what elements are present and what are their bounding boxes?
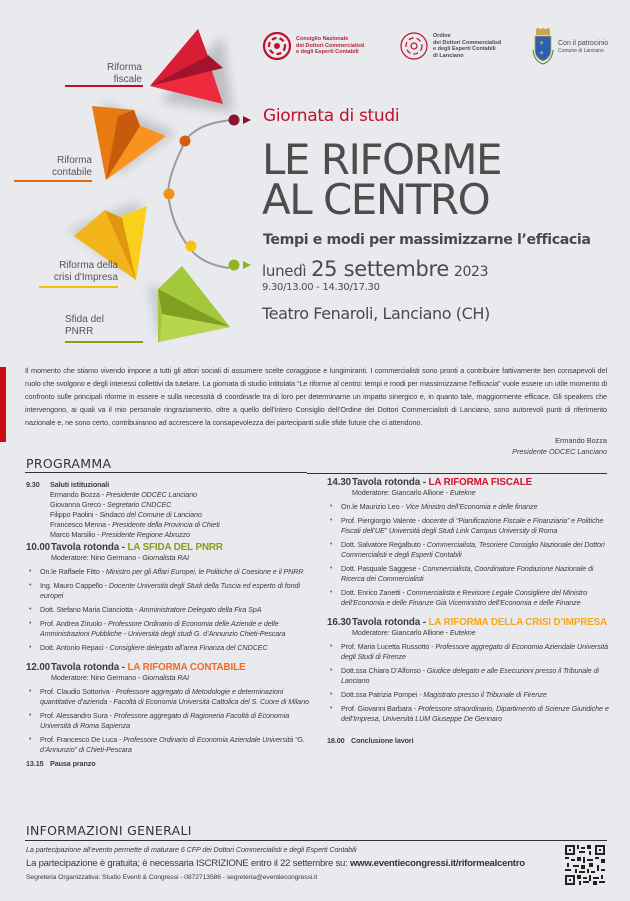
slot-topic: LA SFIDA DEL PNRR [127, 542, 223, 553]
cndcec-line: e degli Esperti Contabili [296, 49, 359, 56]
person [50, 490, 311, 500]
moderator-role: Giornalista RAI [142, 673, 190, 682]
timeline-arc [155, 108, 255, 278]
speaker [26, 619, 311, 639]
cndcec-line: Consiglio Nazionale [296, 36, 349, 43]
slot-time: 18.00 [327, 736, 345, 745]
slot-prefix: Tavola rotonda - [352, 477, 429, 488]
person-name: Francesco Menna - [50, 520, 113, 529]
underline-pnrr [65, 341, 143, 343]
date-day: lunedì [262, 262, 307, 280]
label-sfida-pnrr [65, 314, 135, 338]
odcec-line: dei Dottori Commercialisti [433, 39, 502, 46]
dot-icon [229, 115, 240, 126]
speaker-role: Ministro per gli Affari Europei, le Politiche di Coesione e il PNRR [105, 567, 304, 576]
moderator-name: Moderatore: Giancarlo Allione - [352, 488, 450, 497]
person-name: Marco Marsilio - [50, 530, 102, 539]
speaker [327, 690, 612, 700]
subtitle: Tempi e modi per massimizzarne l’efficacia [263, 232, 591, 248]
speaker-list [26, 567, 311, 653]
qr-code-icon[interactable] [565, 845, 605, 885]
programma-title: PROGRAMMA [26, 456, 112, 471]
speaker [26, 687, 311, 707]
dot-icon [229, 260, 240, 271]
event-date [262, 257, 488, 281]
speaker [26, 735, 311, 755]
cndcec-line: dei Dottori Commercialisti [296, 42, 365, 49]
slot-time: 14.30 [327, 477, 352, 488]
slot-fiscale [327, 478, 612, 488]
headline-line-2: AL CENTRO [262, 175, 490, 224]
info-cfp: La partecipazione all’evento permette di maturare 6 CFP dei Dottori Commercialisti e degli Esperti Contabili [26, 845, 357, 854]
speaker [327, 666, 612, 686]
speaker-role: Professore aggregato di Economia Aziendale Università degli Studi di Firenze [341, 642, 608, 661]
speaker-name: Prof. Claudio Sottoriva - [40, 687, 116, 696]
speaker-role: Commercialista, Coordinatore Fondazione Nazionale di Ricerca dei Commercialisti [341, 564, 594, 583]
speaker-role: Professore aggregato di Metodologie e determinazioni quantitative d’azienda - Facoltà di Economia Università Cattolica del S. Cuore di Milano [40, 687, 309, 706]
moderator-role: Giornalista RAI [142, 553, 190, 562]
moderator [26, 553, 311, 563]
odcec-emblem-icon [399, 31, 429, 61]
underline-fiscale [65, 85, 143, 87]
speaker-list [327, 502, 612, 608]
speaker-role: docente di “Pianificazione Fiscale e Finanziaria” e Politiche Fiscali dell’UE” Università degli Studi Link Campus University di Roma [341, 516, 604, 535]
svg-text:⚜: ⚜ [539, 40, 545, 47]
speaker [327, 704, 612, 724]
label-riforma-fiscale [90, 62, 142, 86]
programma-left-column [26, 480, 311, 769]
programma-rule-right [307, 473, 607, 474]
speaker [327, 502, 612, 512]
slot-time: 10.00 [26, 542, 51, 553]
intro-paragraph: Il momento che stiamo vivendo impone a tutti gli attori sociali di assumere scelte coraggiose e lungimiranti. I commercialisti sono pronti a contribuire fattivamente ben consapevoli del ruolo che svolgono e degli interessi collettivi da tutelare. La giornata di studio intitolata “Le riforme al centro: tempi e modi per massimizzarne l’efficacia” vuole essere un utile momento di confronto sulle principali riforme in essere e sulla necessità di coordinarle tra di loro per determinarne un impatto sinergico e, in quanto tale, maggiormente efficace. Gli speakers che intervengono, ai quali va il mio personale ringraziamento, oltre a quello dell’intero Consiglio dell’Ordine dei Dottori Commercialisti di Lanciano, sono autorevoli punti di riferimento nazionale e, ne sono certo, contribuiranno ad accrescere la consapevolezza dei partecipanti sulle sfide future che ci attendono. [25, 366, 607, 427]
info-secretariat: Segreteria Organizzativa: Studio Eventi & Congressi - 0872713586 - segreteria@eventiecongressi.it [26, 874, 318, 881]
speaker [26, 581, 311, 601]
speaker-role: Professore Ordinario di Economia Aziendale Università “G. d’Annunzio” di Chieti-Pescara [40, 735, 305, 754]
speaker-role: Giudice delegato e alle Esecuzioni presso il Tribunale di Lanciano [341, 666, 599, 685]
speaker [327, 516, 612, 536]
person-role: Presidente della Provincia di Chieti [112, 520, 220, 529]
signature-name: Ermando Bozza [555, 436, 607, 445]
underline-contabile [14, 180, 92, 182]
dot-icon [164, 189, 175, 200]
slot-prefix: Tavola rotonda - [51, 662, 128, 673]
speaker-role: Professore Ordinario di Economia delle Aziende e delle Amministrazioni Pubbliche - Università degli studi G. d’Annunzio Chieti-Pescara [40, 619, 286, 638]
speaker-name: Ing. Mauro Cappello - [40, 581, 109, 590]
label-line: crisi d'Impresa [53, 272, 118, 283]
speaker-role: Consigliere delegato all’area Finanza del CNDCEC [109, 643, 268, 652]
person-name: Filippo Paolini - [50, 510, 100, 519]
slot-prefix: Tavola rotonda - [352, 617, 429, 628]
odcec-line: di Lanciano [433, 52, 464, 59]
intro-accent-bar [0, 367, 6, 442]
event-venue: Teatro Fenaroli, Lanciano (CH) [262, 304, 490, 323]
programma-rule-left [25, 472, 307, 473]
info-registration [26, 858, 525, 869]
date-main: 25 settembre [311, 257, 450, 281]
label-line: Riforma [106, 62, 142, 73]
speaker-name: Dott. Pasquale Saggese - [341, 564, 423, 573]
speaker-role: Vice Ministro dell’Economia e delle finanze [405, 502, 538, 511]
speaker-role: Professore aggregato di Ragioneria Facoltà di Economia Università di Roma Sapienza [40, 711, 290, 730]
slot-time: 16.30 [327, 617, 352, 628]
svg-text:⚜: ⚜ [539, 50, 545, 57]
red-paper-plane-icon [150, 29, 233, 112]
logo-comune-lanciano [532, 28, 608, 66]
info-title: INFORMAZIONI GENERALI [26, 823, 192, 838]
slot-pausa [26, 759, 311, 769]
label-line: contabile [51, 167, 92, 178]
person-role: Presidente Regione Abruzzo [101, 530, 191, 539]
label-line: Sfida del [65, 314, 104, 325]
person [50, 510, 311, 520]
speaker [26, 711, 311, 731]
info-rule [25, 840, 607, 841]
slot-title: Conclusione lavori [351, 736, 414, 745]
speaker-name: On.le Raffaele Fitto - [40, 567, 106, 576]
speaker [327, 588, 612, 608]
moderator [327, 628, 612, 638]
logo-odcec-lanciano [399, 31, 501, 61]
person-name: Giovanna Greco - [50, 500, 108, 509]
slot-time: 12.00 [26, 662, 51, 673]
dot-icon [186, 241, 197, 252]
moderator [26, 673, 311, 683]
moderator-role: Eutekne [449, 488, 476, 497]
speaker-name: Dott. Enrico Zanetti - [341, 588, 407, 597]
speaker [26, 567, 311, 577]
speaker-name: Dott.ssa Patrizia Pompei - [341, 690, 424, 699]
date-year: 2023 [453, 264, 489, 280]
comune-label: Comune di Lanciano [558, 48, 604, 55]
arrow-icon [243, 116, 251, 124]
logo-cndcec [262, 31, 364, 61]
dot-icon [180, 136, 191, 147]
coat-of-arms-icon [532, 28, 554, 66]
speaker-name: Dott. Stefano Maria Cianciotta - [40, 605, 139, 614]
speaker-role: Professore straordinario, Dipartimento di Scienze Giuridiche e dell’Impresa, Università LUM Giuseppe De Gennaro [341, 704, 609, 723]
slot-time: 13.15 [26, 759, 44, 768]
slot-contabile [26, 663, 311, 673]
person-role: Presidente ODCEC Lanciano [105, 490, 197, 499]
moderator-name: Moderatore: Giancarlo Allione - [352, 628, 450, 637]
speaker-name: Dott. Antonio Repaci - [40, 643, 110, 652]
arrow-icon [243, 261, 251, 269]
speaker-role: Docente Università degli Studi della Tuscia ed esperto di fondi europei [40, 581, 300, 600]
label-riforma-crisi [34, 260, 118, 284]
registration-text: La partecipazione è gratuita; è necessaria ISCRIZIONE entro il 22 settembre su: [26, 858, 350, 869]
speaker-name: Dott.ssa Chiara D’Alfonso - [341, 666, 427, 675]
person [50, 520, 311, 530]
cndcec-emblem-icon [262, 31, 292, 61]
speaker-name: On.le Maurizio Leo - [341, 502, 406, 511]
underline-crisi [39, 286, 118, 288]
person-role: Sindaco del Comune di Lanciano [99, 510, 202, 519]
speaker-name: Dott. Salvatore Regalbuto - [341, 540, 427, 549]
speaker-role: Commercialista e Revisore Legale Consigliere del Ministro dell’Economia e delle Finanze Già Viceministro dell’Economia e delle Finanze [341, 588, 588, 607]
moderator [327, 488, 612, 498]
person-role: Segretario CNDCEC [107, 500, 172, 509]
intro-signature [400, 435, 607, 457]
speaker-name: Prof. Francesco De Luca - [40, 735, 124, 744]
label-line: Riforma [56, 155, 92, 166]
speaker-name: Prof. Giovanni Barbara - [341, 704, 418, 713]
moderator-name: Moderatore: Nino Germano - [51, 673, 143, 682]
slot-topic: LA RIFORMA CONTABILE [127, 662, 246, 673]
signature-role: Presidente ODCEC Lanciano [512, 447, 607, 456]
speaker-list [327, 642, 612, 724]
speaker-list [26, 687, 311, 755]
speaker-name: Prof. Piergiorgio Valente - [341, 516, 422, 525]
slot-pnrr [26, 543, 311, 553]
slot-conclusione [327, 736, 612, 746]
speaker [327, 540, 612, 560]
registration-link[interactable]: www.eventiecongressi.it/riformealcentro [349, 858, 525, 869]
slot-crisi-impresa [327, 618, 612, 628]
slot-topic: LA RIFORMA FISCALE [428, 477, 533, 488]
speaker [327, 642, 612, 662]
slot-title: Saluti istituzionali [50, 480, 110, 489]
moderator-name: Moderatore: Nino Germano - [51, 553, 143, 562]
speaker-role: Commercialista, Tesoriere Consiglio Nazionale dei Dottori Commercialisti e degli Esperti Contabili [341, 540, 605, 559]
label-riforma-contabile [38, 155, 92, 179]
person [50, 500, 311, 510]
kicker-giornata-studi: Giornata di studi [263, 106, 400, 126]
speaker-name: Prof. Andrea Ziruolo - [40, 619, 109, 628]
slot-saluti [26, 480, 311, 540]
patrocinio-label: Con il patrocinio [558, 40, 609, 48]
label-line: fiscale [113, 74, 142, 85]
label-line: PNRR [65, 326, 94, 337]
person [50, 530, 311, 540]
event-times: 9.30/13.00 - 14.30/17.30 [262, 282, 380, 293]
person-name: Ermando Bozza - [50, 490, 106, 499]
slot-time: 9.30 [26, 480, 40, 489]
slot-topic: LA RIFORMA DELLA CRISI D’IMPRESA [428, 617, 608, 628]
odcec-line: e degli Esperti Contabili [433, 46, 496, 52]
speaker-name: Prof. Alessandro Sura - [40, 711, 114, 720]
slot-title: Pausa pranzo [50, 759, 96, 768]
programma-right-column [327, 478, 612, 746]
speaker-name: Prof. Maria Lucetta Russotto - [341, 642, 436, 651]
speaker-role: Magistrato presso il Tribunale di Firenze [423, 690, 547, 699]
moderator-role: Eutekne [449, 628, 476, 637]
label-line: Riforma della [59, 260, 118, 271]
speaker [26, 605, 311, 615]
slot-prefix: Tavola rotonda - [51, 542, 128, 553]
speaker [26, 643, 311, 653]
headline-line-1: LE RIFORME [262, 135, 502, 184]
speaker [327, 564, 612, 584]
odcec-line: Ordine [433, 33, 451, 39]
speaker-role: Amministratore Delegato della Fira SpA [138, 605, 262, 614]
